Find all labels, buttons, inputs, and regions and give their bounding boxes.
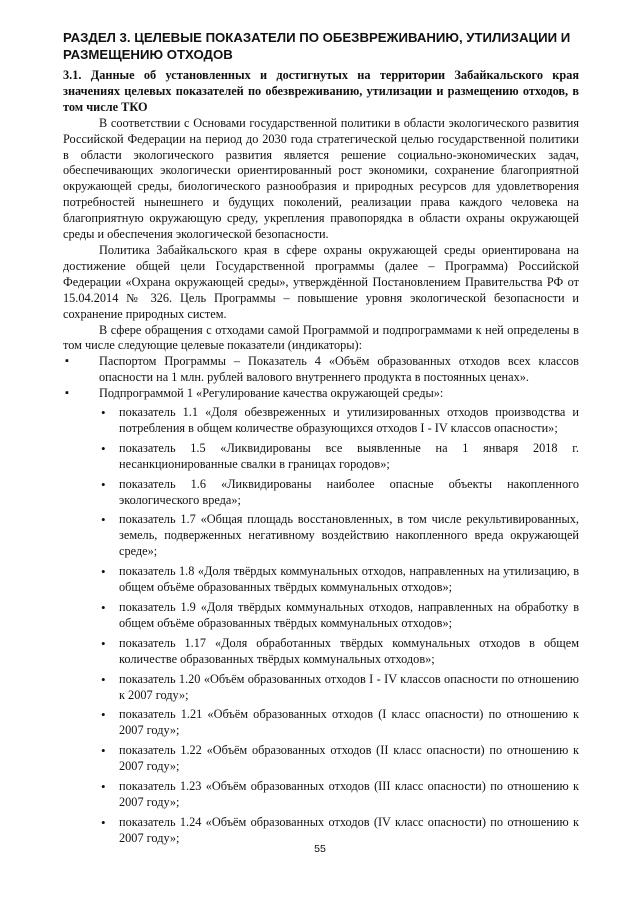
paragraph-1: В соответствии с Основами государственной политики в области экологического развития Российской Федерации на период до 2030 года стратегической целью государственной политики в области экологического развития является решение социально-экономических задач, обеспечивающих экологически ориентированный рост экономики, сохранение благоприятной окружающей среды, биологического разнообразия и природных ресурсов для удовлетворения потребностей нынешнего и будущих поколений, реализации права каждого человека на благоприятную окружающую среду, укрепления правопорядка в области охраны окружающей среды и обеспечения экологической безопасности. [63, 115, 579, 242]
indicator-list [63, 405, 579, 847]
subsection-title: 3.1. Данные об установленных и достигнутых на территории Забайкальского края значениях целевых показателей по обезвреживанию, утилизации и размещению отходов, в том числе ТКО [63, 68, 579, 114]
section-title: РАЗДЕЛ 3. ЦЕЛЕВЫЕ ПОКАЗАТЕЛИ ПО ОБЕЗВРЕЖИВАНИЮ, УТИЛИЗАЦИИ И РАЗМЕЩЕНИЮ ОТХОДОВ [63, 30, 571, 62]
indicator-item: • показатель 1.20 «Объём образованных отходов I - IV классов опасности по отношению к 2007 году»; [63, 672, 579, 704]
indicator-item: • показатель 1.6 «Ликвидированы наиболее опасные объекты накопленного экологического вреда»; [63, 477, 579, 509]
bullet-item: ▪ Паспортом Программы – Показатель 4 «Объём образованных отходов всех классов опасности на 1 млн. рублей валового внутреннего продукта в постоянных ценах». [63, 354, 579, 386]
paragraph-3: В сфере обращения с отходами самой Программой и подпрограммами к ней определены в том числе следующие целевые показатели (индикаторы): [63, 322, 579, 353]
indicator-item: • показатель 1.7 «Общая площадь восстановленных, в том числе рекультивированных, земель, подверженных негативному воздействию накопленного вреда окружающей среде»; [63, 512, 579, 560]
indicator-item: • показатель 1.9 «Доля твёрдых коммунальных отходов, направленных на обработку в общем объёме образованных твёрдых коммунальных отходов»; [63, 600, 579, 632]
indicator-item: • показатель 1.5 «Ликвидированы все выявленные на 1 января 2018 г. несанкционированные свалки в границах городов»; [63, 441, 579, 473]
indicator-item: • показатель 1.21 «Объём образованных отходов (I класс опасности) по отношению к 2007 году»; [63, 707, 579, 739]
bullet-item [63, 386, 579, 402]
indicator-item: • показатель 1.23 «Объём образованных отходов (III класс опасности) по отношению к 2007 году»; [63, 779, 579, 811]
bullet-list [63, 354, 579, 402]
indicator-item: • показатель 1.1 «Доля обезвреженных и утилизированных отходов производства и потребления в общем количестве образующихся отходов I - IV классов опасности»; [63, 405, 579, 437]
page-content [63, 30, 579, 851]
page-number: 55 [314, 843, 326, 855]
indicator-item: • показатель 1.22 «Объём образованных отходов (II класс опасности) по отношению к 2007 году»; [63, 743, 579, 775]
indicator-item: • показатель 1.17 «Доля обработанных твёрдых коммунальных отходов в общем количестве образованных твёрдых коммунальных отходов»; [63, 636, 579, 668]
indicator-item: • показатель 1.24 «Объём образованных отходов (IV класс опасности) по отношению к 2007 году»; [63, 815, 579, 847]
paragraph-2: Политика Забайкальского края в сфере охраны окружающей среды ориентирована на достижение общей цели Государственной программы (далее – Программа) Российской Федерации «Охрана окружающей среды», утверждённой Постановлением Правительства РФ от 15.04.2014 № 326. Цель Программы – повышение уровня экологической безопасности и сохранение природных систем. [63, 242, 579, 321]
indicator-item: • показатель 1.8 «Доля твёрдых коммунальных отходов, направленных на утилизацию, в общем объёме образованных твёрдых коммунальных отходов»; [63, 564, 579, 596]
bullet-item-text: Подпрограммой 1 «Регулирование качества окружающей среды»: [99, 386, 444, 401]
